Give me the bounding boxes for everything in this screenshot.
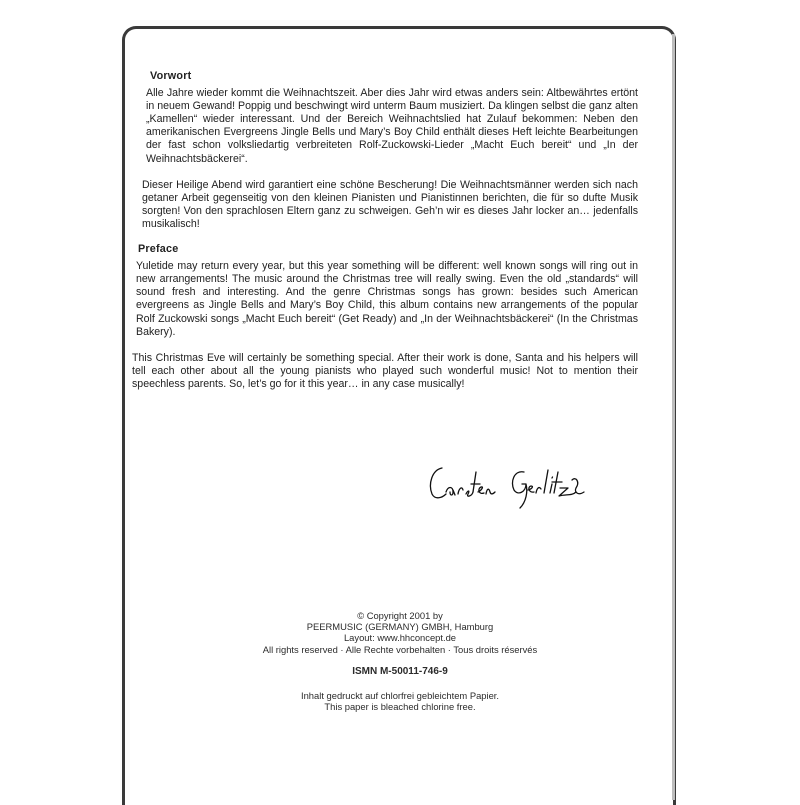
paper-notice [200, 690, 600, 712]
vorwort-paragraph-2: Dieser Heilige Abend wird garantiert eine schöne Bescherung! Die Weihnachtsmänner werden sich nach getaner Arbeit gegenseitig von den kleinen Pianisten und Pianistinnen berichten, die für so dufte Musik sorgten! Von den sprachlosen Eltern ganz zu schweigen. Geh’n wir es dieses Jahr locker an… jedenfalls musikalisch! [142, 178, 638, 230]
vorwort-paragraph-1: Alle Jahre wieder kommt die Weihnachtszeit. Aber dies Jahr wird etwas anders sein: Altbewährtes ertönt in neuem Gewand! Poppig und beschwingt wird unterm Baum musiziert. Da klingen selbst die ganz alten „Kamellen“ wieder interessant. Und der Bereich Weihnachtslied hat Zulauf bekommen: Neben den amerikanischen Evergreens Jingle Bells und Mary’s Boy Child enthält dieses Heft leichte Bearbeitungen der fast schon volksliedartig verbreiteten Rolf-Zuckowski-Lieder „Macht Euch bereit“ und „In der Weihnachtsbäckerei“. [146, 87, 638, 165]
paper-notice-de: Inhalt gedruckt auf chlorfrei gebleichtem Papier. [300, 690, 500, 701]
ismn-number: ISMN M-50011-746-9 [352, 666, 448, 677]
copyright-line: © Copyright 2001 by [357, 610, 443, 621]
paper-notice-en: This paper is bleached chlorine free. [324, 701, 476, 713]
handwritten-signature [426, 462, 606, 512]
page-edge [672, 34, 675, 800]
preface-heading: Preface [138, 243, 179, 256]
layout-line: Layout: www.hhconcept.de [343, 632, 457, 644]
preface-text-block [132, 70, 638, 391]
preface-paragraph-1: Yuletide may return every year, but this year something will be different: well known songs will ring out in new arrangements! The music around the Christmas tree will really swing. Even the old „standards“ will sound fresh and interesting. And the genre Christmas songs has grown: besides such American evergreens as Jingle Bells and Mary’s Boy Child, this album contains new arrangements of the popular Rolf Zuckowski songs „Macht Euch bereit“ (Get Ready) and „In der Weihnachtsbäckerei“ (In the Christmas Bakery). [136, 260, 638, 338]
preface-paragraph-2: This Christmas Eve will certainly be something special. After their work is done, Santa and his helpers will tell each other about all the young pianists who played such wonderful music! Not to mention their speechless parents. So, let’s go for it this year… in any case musically! [132, 351, 638, 390]
copyright-block [200, 610, 600, 655]
vorwort-heading: Vorwort [150, 70, 192, 82]
rights-line: All rights reserved · Alle Rechte vorbehalten · Tous droits réservés [262, 643, 538, 655]
publisher-line: PEERMUSIC (GERMANY) GMBH, Hamburg [306, 621, 494, 633]
